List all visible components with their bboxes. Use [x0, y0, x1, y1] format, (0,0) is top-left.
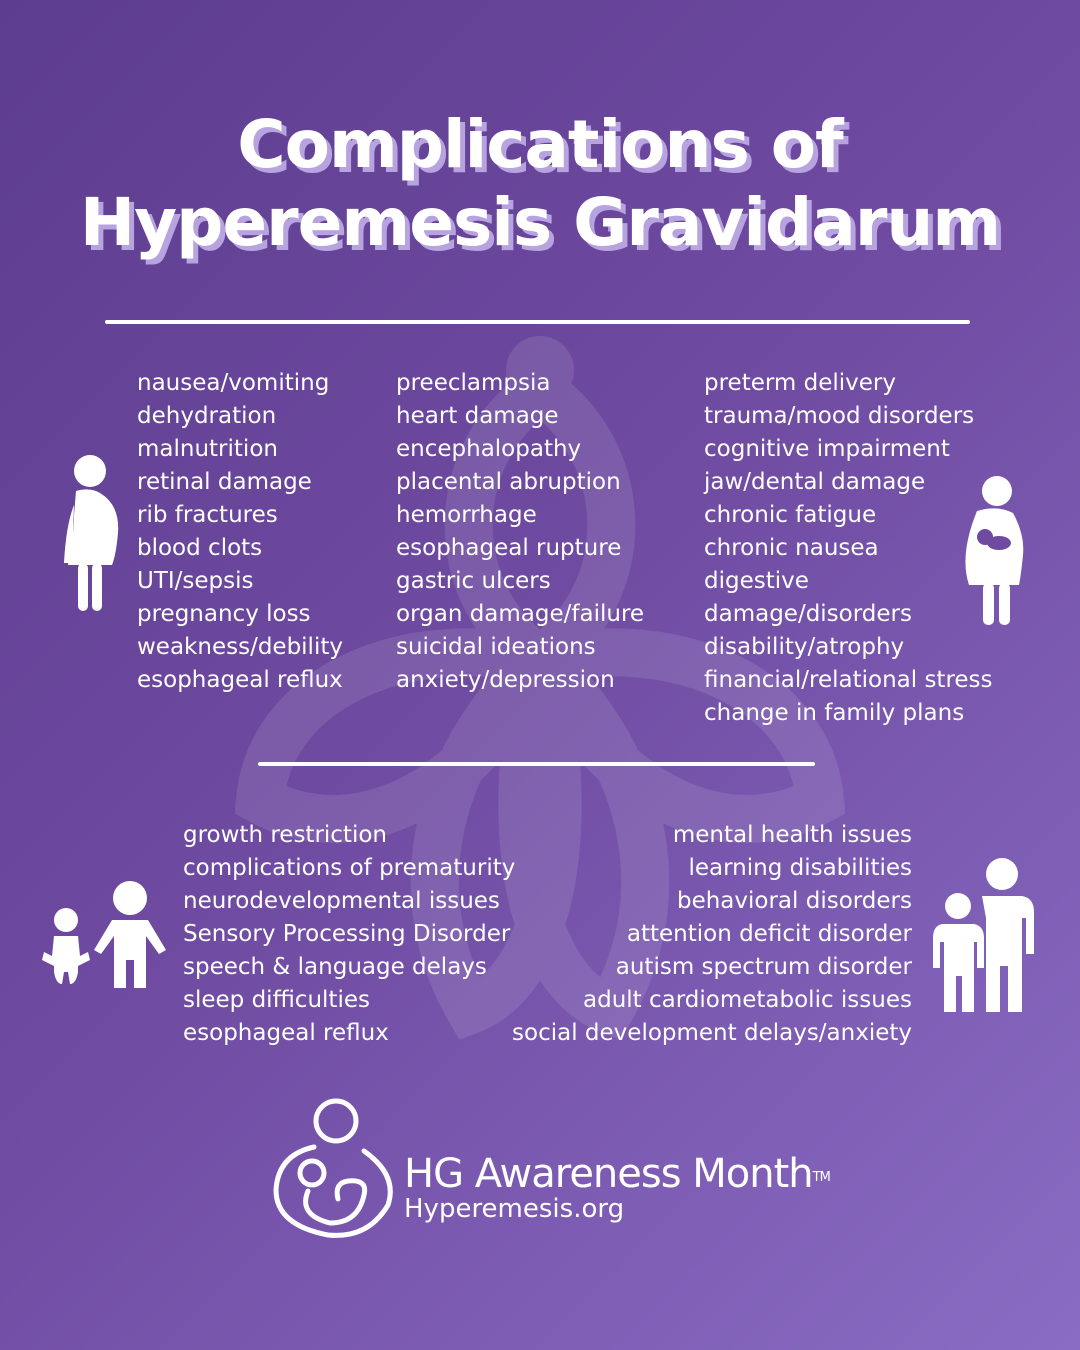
list-item: disability/atrophy	[704, 634, 905, 660]
list-item: learning disabilities	[688, 855, 912, 881]
list-item: suicidal ideations	[396, 634, 596, 660]
list-item: damage/disorders	[704, 601, 912, 627]
list-item: anxiety/depression	[396, 667, 615, 693]
list-item: nausea/vomiting	[137, 370, 330, 396]
list-item: neurodevelopmental issues	[183, 888, 500, 914]
trademark-mark: TM	[812, 1170, 830, 1185]
list-item: speech & language delays	[183, 954, 487, 980]
list-item: trauma/mood disorders	[704, 403, 975, 429]
pregnant-woman-icon	[60, 455, 126, 613]
list-item: change in family plans	[704, 700, 965, 726]
list-item: autism spectrum disorder	[615, 954, 912, 980]
list-item: esophageal reflux	[137, 667, 343, 693]
title-line-1: Complications of	[237, 106, 843, 183]
child-and-adult-icon	[930, 858, 1036, 1014]
list-item: adult cardiometabolic issues	[583, 987, 912, 1013]
list-item: gastric ulcers	[396, 568, 551, 594]
list-item: Sensory Processing Disorder	[183, 921, 511, 947]
list-item: blood clots	[137, 535, 263, 561]
list-item: growth restriction	[183, 822, 387, 848]
list-item: weakness/debility	[137, 634, 343, 660]
child-list-col-1	[183, 819, 515, 1050]
list-item: digestive	[704, 568, 809, 594]
list-item: mental health issues	[672, 822, 912, 848]
list-item: sleep difficulties	[183, 987, 370, 1013]
list-item: attention deficit disorder	[626, 921, 912, 947]
page-title	[0, 106, 1080, 262]
list-item: pregnancy loss	[137, 601, 311, 627]
list-item: financial/relational stress	[704, 667, 993, 693]
logo-website: Hyperemesis.org	[404, 1194, 625, 1224]
list-item: placental abruption	[396, 469, 621, 495]
list-item: behavioral disorders	[676, 888, 912, 914]
list-item: heart damage	[396, 403, 559, 429]
baby-and-child-icon	[40, 880, 170, 990]
middle-divider	[258, 762, 815, 766]
maternal-list-col-2	[396, 367, 644, 697]
logo-text	[404, 1152, 830, 1222]
list-item: hemorrhage	[396, 502, 537, 528]
list-item: UTI/sepsis	[137, 568, 254, 594]
list-item: encephalopathy	[396, 436, 582, 462]
list-item: esophageal rupture	[396, 535, 622, 561]
list-item: jaw/dental damage	[704, 469, 926, 495]
maternal-list-col-1	[137, 367, 343, 697]
list-item: cognitive impairment	[704, 436, 950, 462]
mother-holding-baby-icon	[955, 475, 1027, 627]
list-item: organ damage/failure	[396, 601, 645, 627]
list-item: retinal damage	[137, 469, 312, 495]
list-item: dehydration	[137, 403, 277, 429]
list-item: social development delays/anxiety	[512, 1020, 912, 1046]
top-divider	[105, 320, 970, 324]
maternal-list-col-3	[704, 367, 993, 730]
list-item: chronic nausea	[704, 535, 879, 561]
list-item: complications of prematurity	[183, 855, 516, 881]
title-line-2: Hyperemesis Gravidarum	[79, 184, 1001, 261]
list-item: malnutrition	[137, 436, 278, 462]
list-item: preeclampsia	[396, 370, 551, 396]
logo-title: HG Awareness Month	[404, 1151, 813, 1197]
list-item: chronic fatigue	[704, 502, 877, 528]
list-item: rib fractures	[137, 502, 278, 528]
child-list-col-2	[512, 819, 912, 1050]
list-item: esophageal reflux	[183, 1020, 389, 1046]
list-item: preterm delivery	[704, 370, 896, 396]
